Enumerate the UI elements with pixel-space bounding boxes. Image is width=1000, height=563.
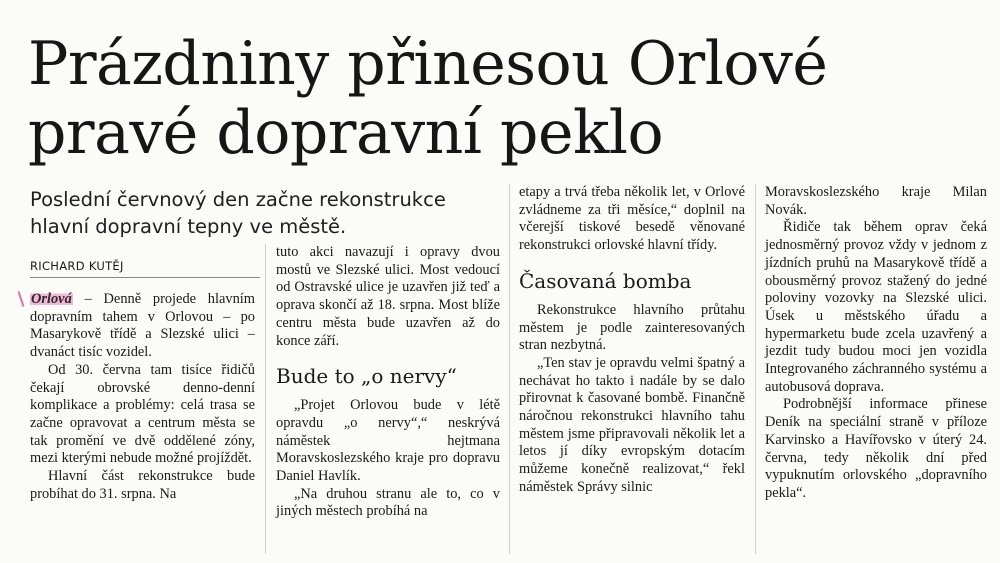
paragraph: Rekonstrukce hlavního průtahu městem je podle zainteresovaných stran nezbytná. (519, 301, 745, 354)
column-3 (519, 184, 745, 497)
highlight-marker-stroke (18, 291, 25, 307)
paragraph: Řidiče tak během oprav čeká jednosměrný provoz vždy v jednom z jízdních pruhů na Masarykově třídě a obousměrný provoz stažený do jedné poloviny vozovky na Slezské ulici. Úsek u městského úřadu a hypermarketu bude zcela uzavřený a jezdit tudy budou moci jen vozidla Integrovaného záchranného systému a autobusová doprava. (765, 219, 987, 395)
headline-line-1: Prázdniny přinesou Orlové (28, 29, 828, 99)
headline (28, 30, 988, 168)
column-1 (30, 291, 255, 503)
lead-line-2: hlavní dopravní tepny ve městě. (30, 215, 347, 238)
paragraph: etapy a trvá třeba několik let, v Orlové zvládneme za tři měsíce,“ doplnil na včerejší tiskové besedě věnované rekonstrukci orlovské hlavní třídy. (519, 184, 745, 254)
paragraph: „Projet Orlovou bude v létě opravdu „o nervy“,“ neskrývá náměstek hejtmana Moravskoslezského kraje pro dopravu Daniel Havlík. (276, 397, 500, 485)
paragraph: tuto akci navazují i opravy dvou mostů ve Slezské ulici. Most vedoucí od Ostravské ulice je uzavřen již teď a oprava skončí až 18. srpna. Most blíže centru města bude uzavřen až do konce září. (276, 244, 500, 349)
subheading-nervy: Bude to „o nervy“ (276, 364, 457, 389)
paragraph: Moravskoslezského kraje Milan Novák. (765, 184, 987, 218)
paragraph: Orlová – Denně projede hlavním dopravním tahem v Orlovou – po Masarykově třídě a Slezské ulici – dvanáct tisíc vozidel. (30, 291, 255, 361)
column-2 (276, 244, 500, 521)
paragraph: Hlavní část rekonstrukce bude probíhat do 31. srpna. Na (30, 468, 255, 502)
paragraph: Od 30. června tam tisíce řidičů čekají obrovské denno-denní komplikace a problémy: celá trasa se začne opravovat a centrum města se tak promění ve dvě oddělené zóny, mezi kterými nebude možné projíždět. (30, 361, 255, 467)
paragraph: „Na druhou stranu ale to, co v jiných městech probíhá na (276, 485, 500, 520)
byline: RICHARD KUTĚJ (30, 259, 260, 278)
subheading-bomba: Časovaná bomba (519, 268, 692, 293)
column-4 (765, 184, 987, 503)
lead-line-1: Poslední červnový den začne rekonstrukce (30, 188, 446, 211)
dateline: Orlová (31, 291, 72, 307)
column-divider (755, 184, 756, 554)
paragraph: Podrobnější informace přinese Deník na speciální straně v příloze Karvinsko a Havířovsko v úterý 24. června, tedy několik dní před vypuknutím orlovského „dopravního pekla“. (765, 396, 987, 501)
headline-line-2: pravé dopravní peklo (28, 98, 664, 168)
column-divider (265, 244, 266, 554)
lead-paragraph (30, 186, 500, 240)
paragraph: „Ten stav je opravdu velmi špatný a nechávat ho takto i nadále by se dalo přirovnat k časované bombě. Finančně náročnou rekonstrukci hlavního tahu městem jsme připravovali několik let a letos jí díky evropským dotacím můžeme konečně realizovat,“ řekl náměstek Správy silnic (519, 354, 745, 495)
column-divider (509, 184, 510, 554)
